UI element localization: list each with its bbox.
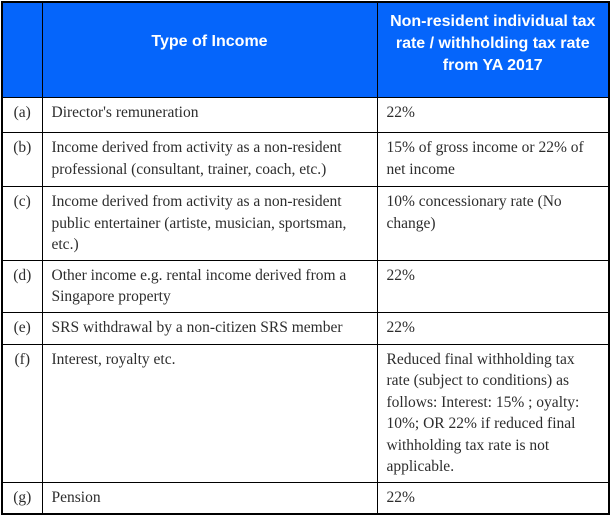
tax-rate-table [1,1,610,515]
row-label: (f) [2,344,42,482]
income-type-cell: Director's remuneration [42,98,377,133]
tax-rate-cell: 10% concessionary rate (No change) [377,187,609,261]
income-type-cell: Other income e.g. rental income derived from a Singapore property [42,260,377,312]
table-row-e [2,312,609,344]
tax-rate-cell: 22% [377,312,609,344]
table-row-f [2,344,609,482]
row-label: (d) [2,260,42,312]
table-row-a [2,98,609,133]
income-type-cell: Pension [42,482,377,514]
row-label: (a) [2,98,42,133]
table-header [2,2,609,98]
income-type-cell: Income derived from activity as a non-resident public entertainer (artiste, musician, sportsman, etc.) [42,187,377,261]
table-row-c [2,187,609,261]
tax-rate-cell: 15% of gross income or 22% of net income [377,133,609,187]
row-label: (g) [2,482,42,514]
row-label: (b) [2,133,42,187]
table-body [2,98,609,515]
row-label: (e) [2,312,42,344]
tax-rate-cell: 22% [377,482,609,514]
table-row-b [2,133,609,187]
tax-rate-cell: Reduced final withholding tax rate (subject to conditions) as follows: Interest: 15% ; oyalty: 10%; OR 22% if reduced final withholding tax rate is not applicable. [377,344,609,482]
header-cell-label [2,2,42,98]
tax-rate-cell: 22% [377,98,609,133]
table-row-d [2,260,609,312]
income-type-cell: SRS withdrawal by a non-citizen SRS member [42,312,377,344]
row-label: (c) [2,187,42,261]
income-type-cell: Income derived from activity as a non-resident professional (consultant, trainer, coach, etc.) [42,133,377,187]
header-cell-tax-rate: Non-resident individual tax rate / withholding tax rate from YA 2017 [377,2,609,98]
income-type-cell: Interest, royalty etc. [42,344,377,482]
table-row-g [2,482,609,514]
header-row [2,2,609,98]
header-cell-type-of-income: Type of Income [42,2,377,98]
tax-rate-cell: 22% [377,260,609,312]
